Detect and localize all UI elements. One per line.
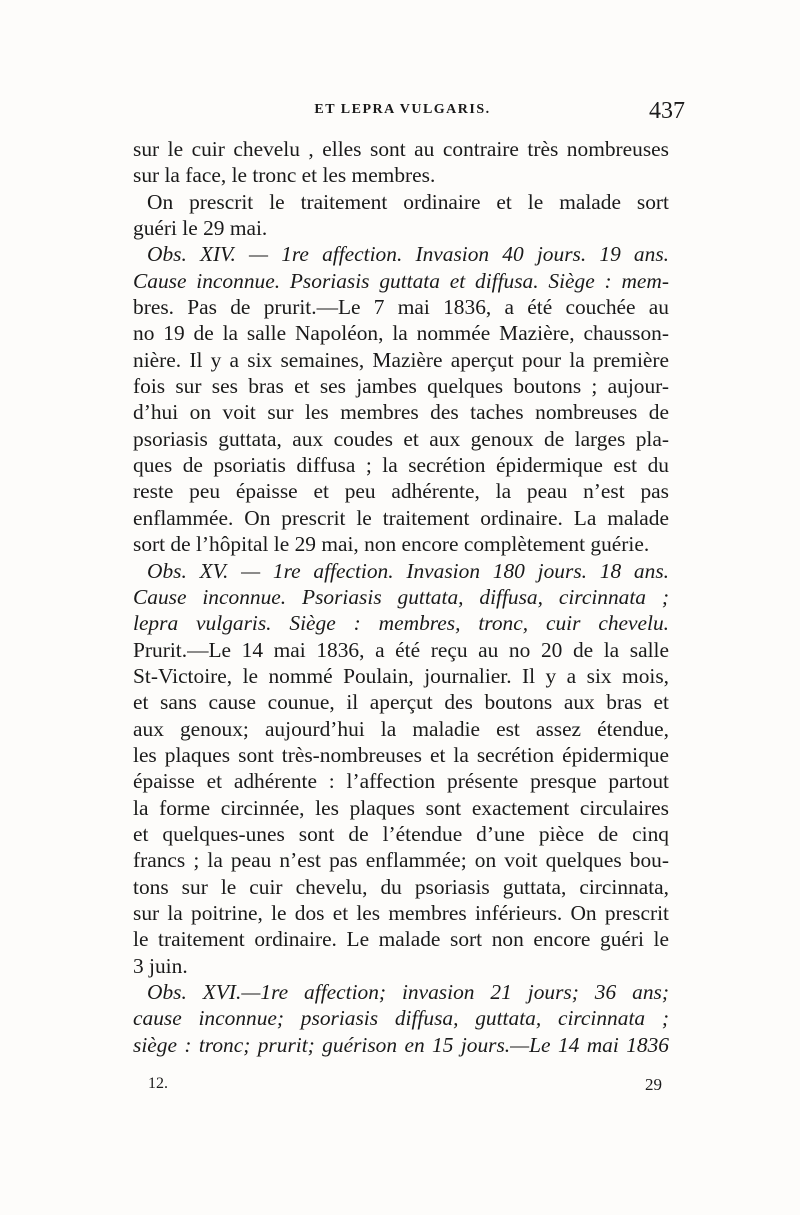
text-line: guéri le 29 mai.: [133, 216, 268, 241]
text-line: et quelques-unes sont de l’étendue d’une pièce de cinq: [133, 821, 669, 846]
page-number: 437: [649, 98, 685, 124]
text-line: siège : tronc; prurit; guérison en 15 jours.—Le 14 mai 1836: [133, 1032, 669, 1057]
text-line: nière. Il y a six semaines, Mazière aperçut pour la première: [133, 347, 669, 372]
text-line: enflammée. On prescrit le traitement ordinaire. La malade: [133, 505, 669, 530]
text-line: épaisse et adhérente : l’affection présente presque partout: [133, 769, 669, 794]
text-line: les plaques sont très-nombreuses et la secrétion épidermique: [133, 742, 669, 767]
text-line: d’hui on voit sur les membres des taches nombreuses de: [133, 400, 669, 425]
page-header: [120, 98, 685, 132]
text-line: tons sur le cuir chevelu, du psoriasis guttata, circinnata,: [133, 874, 669, 899]
text-line: reste peu épaisse et peu adhérente, la peau n’est pas: [133, 479, 669, 504]
folio-number: 29: [645, 1075, 662, 1094]
signature-mark: 12.: [148, 1075, 168, 1092]
text-line: aux genoux; aujourd’hui la maladie est assez étendue,: [133, 716, 669, 741]
text-line: 3 juin.: [133, 953, 188, 978]
text-line: Obs. XVI.—1re affection; invasion 21 jours; 36 ans;: [147, 980, 669, 1004]
text-line: le traitement ordinaire. Le malade sort non encore guéri le: [133, 927, 669, 952]
text-line: sur la poitrine, le dos et les membres inférieurs. On prescrit: [133, 900, 669, 925]
text-line: fois sur ses bras et ses jambes quelques boutons ; aujour-: [133, 374, 669, 399]
text-line: St-Victoire, le nommé Poulain, journalier. Il y a six mois,: [133, 663, 669, 688]
text-line: sur le cuir chevelu , elles sont au contraire très nombreuses: [133, 137, 669, 161]
text-line: Obs. XV. — 1re affection. Invasion 180 jours. 18 ans.: [147, 558, 669, 583]
text-line: sort de l’hôpital le 29 mai, non encore complètement guérie.: [133, 532, 650, 557]
page-footer: [148, 1075, 668, 1105]
text-line: psoriasis guttata, aux coudes et aux genoux de larges pla-: [133, 426, 669, 451]
text-line: francs ; la peau n’est pas enflammée; on voit quelques bou-: [133, 848, 669, 873]
text-line: bres. Pas de prurit.—Le 7 mai 1836, a été couchée au: [133, 295, 669, 320]
body-text: [133, 136, 669, 1058]
text-line: Prurit.—Le 14 mai 1836, a été reçu au no 20 de la salle: [133, 637, 669, 662]
text-line: lepra vulgaris. Siège : membres, tronc, cuir chevelu.: [133, 611, 669, 636]
text-line: ques de psoriatis diffusa ; la secrétion épidermique est du: [133, 453, 669, 478]
text-line: la forme circinnée, les plaques sont exactement circulaires: [133, 795, 669, 820]
text-line: no 19 de la salle Napoléon, la nommée Mazière, chausson-: [133, 321, 669, 346]
text-line: cause inconnue; psoriasis diffusa, guttata, circinnata ;: [133, 1006, 669, 1031]
text-line: On prescrit le traitement ordinaire et le malade sort: [147, 189, 669, 214]
text-line: Cause inconnue. Psoriasis guttata, diffusa, circinnata ;: [133, 584, 669, 609]
text-line: Cause inconnue. Psoriasis guttata et diffusa. Siège : mem-: [133, 268, 669, 293]
text-line: Obs. XIV. — 1re affection. Invasion 40 jours. 19 ans.: [147, 242, 669, 267]
text-line: et sans cause counue, il aperçut des boutons aux bras et: [133, 690, 669, 715]
text-line: sur la face, le tronc et les membres.: [133, 163, 436, 188]
running-title: ET LEPRA VULGARIS.: [314, 102, 491, 117]
